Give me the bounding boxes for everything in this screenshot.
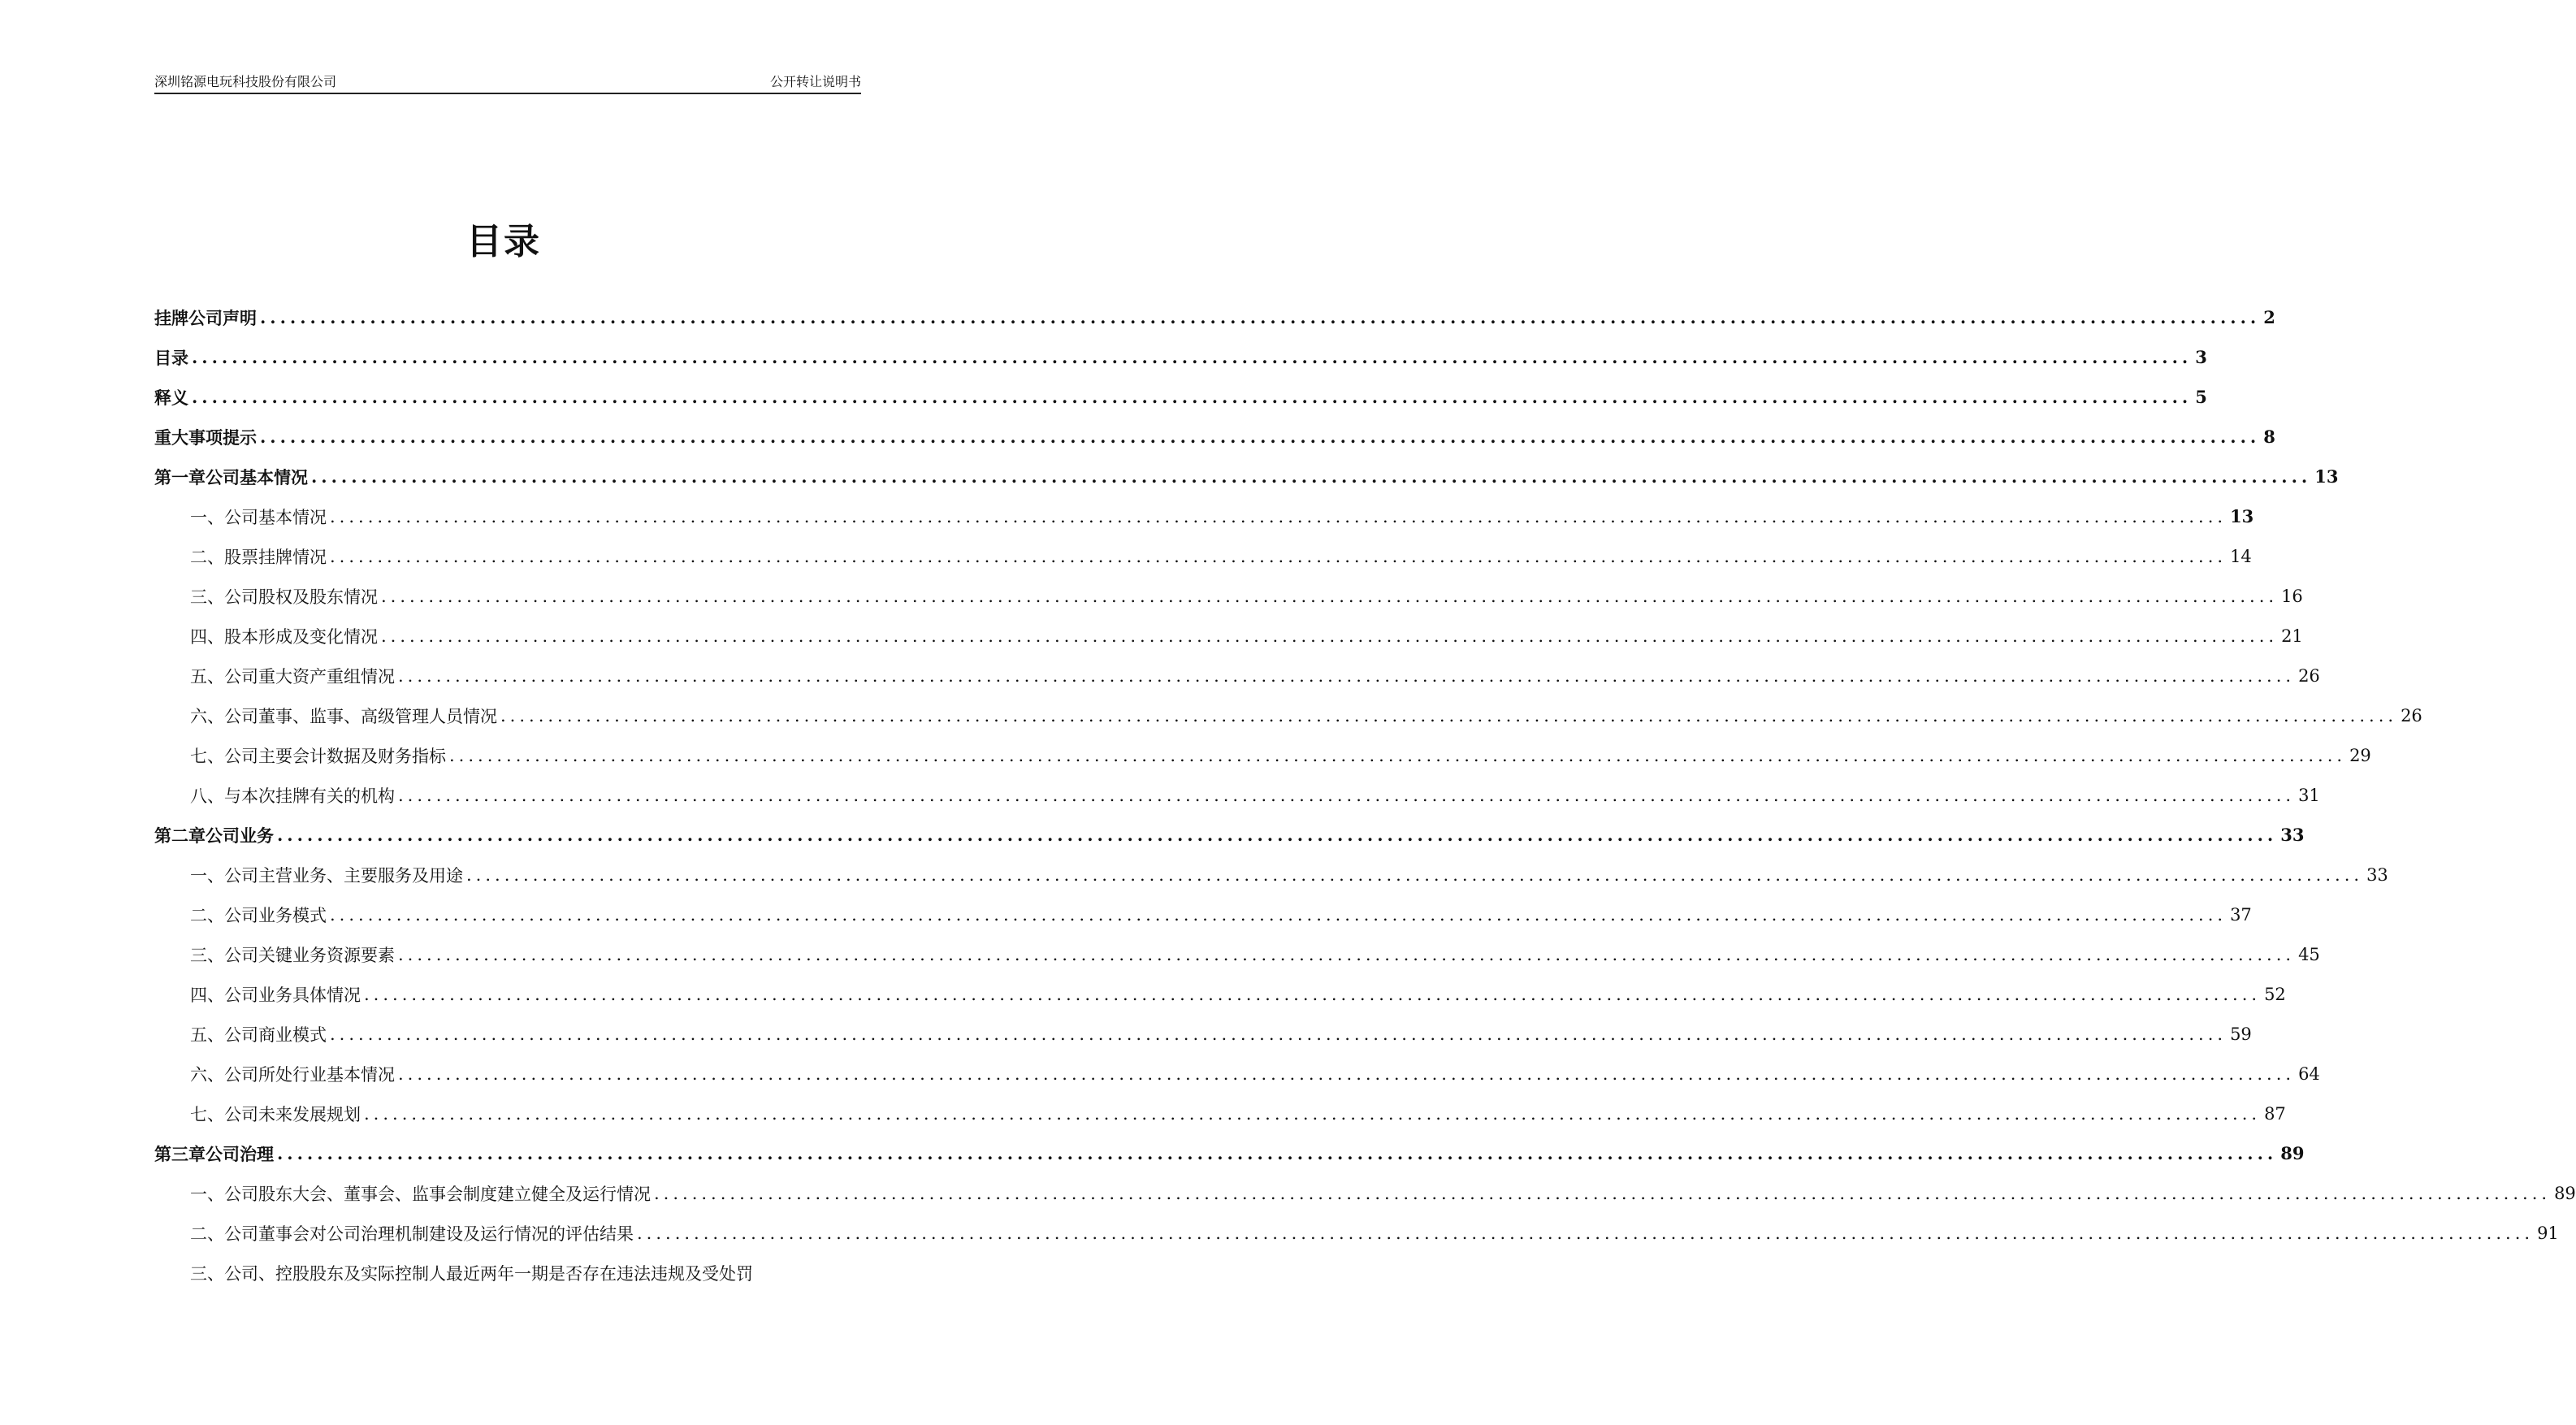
header-company-name: 深圳铭源电玩科技股份有限公司 [154, 74, 337, 89]
toc-leader-dots: ........................................................................................................................................................................................................ [637, 1223, 2535, 1243]
toc-entry-label: 七、公司主要会计数据及财务指标 [190, 743, 449, 768]
toc-leader-dots: ........................................................................................................................................................................................................ [192, 387, 2193, 407]
toc-entry-page-number: 13 [2227, 506, 2253, 526]
toc-entry[interactable] [154, 377, 2207, 417]
toc-entry-label: 五、公司商业模式 [190, 1022, 330, 1046]
toc-entry-page-number: 89 [2551, 1184, 2576, 1203]
toc-entry-page-number: 33 [2277, 825, 2304, 845]
toc-entry-label: 三、公司股权及股东情况 [190, 584, 381, 609]
toc-entry[interactable] [154, 1133, 2305, 1173]
toc-entry[interactable] [154, 775, 2320, 815]
toc-entry-page-number: 33 [2363, 865, 2388, 885]
toc-entry-label: 六、公司所处行业基本情况 [190, 1062, 398, 1086]
toc-entry-label: 三、公司、控股股东及实际控制人最近两年一期是否存在违法违规及受处罚 [190, 1261, 753, 1285]
toc-leader-dots: ........................................................................................................................................................................................................ [330, 1024, 2227, 1044]
toc-entry[interactable] [154, 297, 2275, 337]
toc-entry-page-number: 37 [2227, 905, 2252, 925]
toc-entry-page-number: 21 [2278, 626, 2303, 646]
toc-leader-dots: ........................................................................................................................................................................................................ [330, 904, 2227, 925]
toc-entry[interactable] [154, 417, 2275, 457]
toc-leader-dots: ........................................................................................................................................................................................................ [466, 864, 2364, 885]
toc-leader-dots: ........................................................................................................................................................................................................ [654, 1183, 2552, 1203]
toc-entry[interactable] [154, 695, 2422, 735]
toc-entry-page-number: 29 [2346, 746, 2371, 765]
toc-entry-label: 二、股票挂牌情况 [190, 544, 330, 569]
toc-entry-label: 四、股本形成及变化情况 [190, 624, 381, 648]
toc-entry-page-number: 31 [2295, 786, 2320, 805]
page-header [154, 70, 861, 94]
toc-entry[interactable] [154, 735, 2371, 775]
toc-entry[interactable] [154, 1253, 861, 1293]
toc-entry-label: 第二章公司业务 [154, 823, 277, 847]
toc-entry-label: 一、公司股东大会、董事会、监事会制度建立健全及运行情况 [190, 1181, 654, 1206]
toc-entry[interactable] [154, 1173, 2576, 1213]
toc-leader-dots: ........................................................................................................................................................................................................ [260, 427, 2261, 447]
toc-entry-label: 四、公司业务具体情况 [190, 982, 364, 1007]
toc-entry-label: 目录 [154, 345, 192, 370]
toc-entry[interactable] [154, 1054, 2320, 1094]
toc-leader-dots: ........................................................................................................................................................................................................ [398, 1063, 2296, 1084]
toc-entry-label: 二、公司董事会对公司治理机制建设及运行情况的评估结果 [190, 1221, 637, 1245]
toc-entry-page-number: 26 [2397, 706, 2422, 725]
toc-entry-page-number: 45 [2295, 945, 2320, 964]
toc-entry[interactable] [154, 496, 2254, 536]
page-title: 目录 [466, 221, 541, 262]
toc-entry-page-number: 26 [2295, 666, 2320, 686]
toc-leader-dots: ........................................................................................................................................................................................................ [364, 1103, 2262, 1124]
toc-entry-page-number: 14 [2227, 547, 2252, 566]
toc-entry[interactable] [154, 656, 2320, 695]
toc-entry[interactable] [154, 576, 2303, 616]
toc-entry[interactable] [154, 974, 2286, 1014]
toc-leader-dots: ........................................................................................................................................................................................................ [192, 347, 2193, 367]
toc-leader-dots: ........................................................................................................................................................................................................ [260, 307, 2261, 327]
toc-entry[interactable] [154, 337, 2207, 377]
header-document-name: 公开转让说明书 [769, 74, 861, 89]
toc-entry-label: 挂牌公司声明 [154, 305, 260, 330]
toc-entry-page-number: 5 [2192, 387, 2207, 407]
toc-entry-label: 第三章公司治理 [154, 1141, 277, 1166]
toc-leader-dots: ........................................................................................................................................................................................................ [381, 626, 2279, 646]
toc-entry-label: 六、公司董事、监事、高级管理人员情况 [190, 704, 500, 728]
toc-entry[interactable] [154, 855, 2388, 894]
toc-entry-page-number: 64 [2295, 1064, 2320, 1084]
toc-leader-dots: ........................................................................................................................................................................................................ [398, 665, 2296, 686]
toc-entry[interactable] [154, 934, 2320, 974]
toc-entry[interactable] [154, 536, 2252, 576]
toc-entry[interactable] [154, 894, 2252, 934]
toc-entry-label: 一、公司主营业务、主要服务及用途 [190, 863, 466, 887]
toc-entry-page-number: 16 [2278, 587, 2303, 606]
toc-leader-dots: ........................................................................................................................................................................................................ [381, 586, 2279, 606]
toc-entry-label: 释义 [154, 385, 192, 409]
toc-entry-page-number: 91 [2534, 1224, 2559, 1243]
toc-leader-dots: ........................................................................................................................................................................................................ [364, 984, 2262, 1004]
toc-leader-dots: ........................................................................................................................................................................................................ [398, 785, 2296, 805]
toc-leader-dots: ........................................................................................................................................................................................................ [311, 466, 2312, 487]
toc-entry-page-number: 3 [2192, 347, 2207, 367]
toc-entry-label: 重大事项提示 [154, 425, 260, 449]
toc-entry-label: 五、公司重大资产重组情况 [190, 664, 398, 688]
toc-entry-label: 二、公司业务模式 [190, 903, 330, 927]
toc-entry-page-number: 87 [2261, 1104, 2286, 1124]
toc-entry-label: 第一章公司基本情况 [154, 465, 311, 489]
toc-entry-page-number: 89 [2277, 1143, 2304, 1163]
toc-entry-page-number: 8 [2260, 427, 2275, 447]
toc-leader-dots: ........................................................................................................................................................................................................ [330, 546, 2227, 566]
toc-leader-dots: ........................................................................................................................................................................................................ [500, 705, 2398, 725]
toc-entry[interactable] [154, 815, 2305, 855]
table-of-contents [154, 297, 2576, 1293]
toc-entry-label: 一、公司基本情况 [190, 505, 330, 529]
toc-entry[interactable] [154, 457, 2339, 496]
toc-entry-label: 三、公司关键业务资源要素 [190, 942, 398, 967]
toc-leader-dots: ........................................................................................................................................................................................................ [449, 745, 2347, 765]
toc-leader-dots: ........................................................................................................................................................................................................ [277, 825, 2278, 845]
toc-entry-label: 八、与本次挂牌有关的机构 [190, 783, 398, 808]
toc-entry-page-number: 52 [2261, 985, 2286, 1004]
toc-entry-page-number: 59 [2227, 1024, 2252, 1044]
toc-entry[interactable] [154, 1014, 2252, 1054]
toc-entry[interactable] [154, 616, 2303, 656]
toc-leader-dots: ........................................................................................................................................................................................................ [277, 1143, 2278, 1163]
toc-entry-page-number: 13 [2311, 466, 2338, 487]
toc-entry[interactable] [154, 1213, 2559, 1253]
toc-leader-dots: ........................................................................................................................................................................................................ [398, 944, 2296, 964]
toc-entry[interactable] [154, 1094, 2286, 1133]
toc-leader-dots: ........................................................................................................................................................................................................ [330, 506, 2227, 526]
toc-entry-page-number: 2 [2260, 307, 2275, 327]
toc-entry-label: 七、公司未来发展规划 [190, 1102, 364, 1126]
